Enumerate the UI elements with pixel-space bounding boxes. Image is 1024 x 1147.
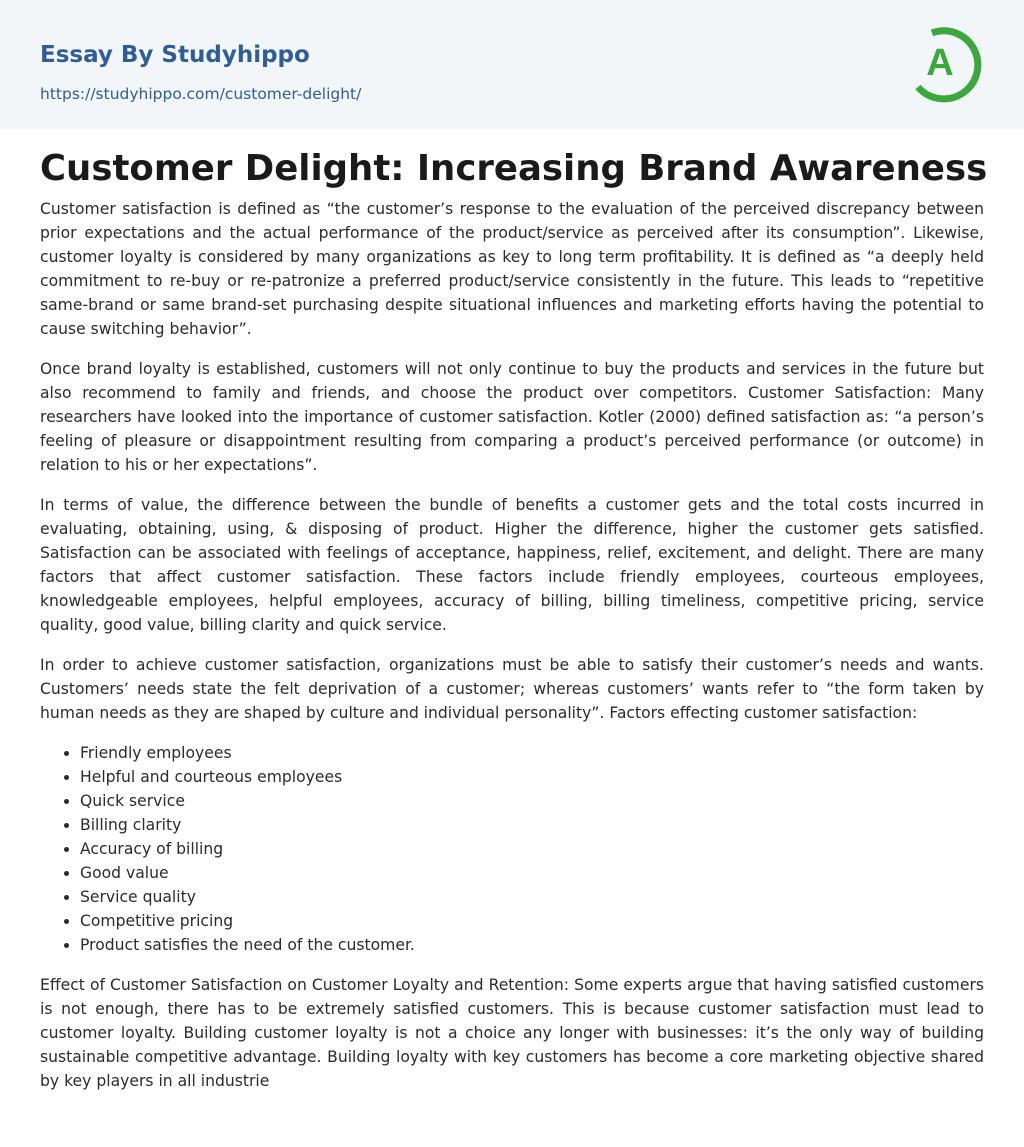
satisfaction-factors-list: [40, 741, 984, 957]
site-brand[interactable]: Essay By Studyhippo: [40, 42, 310, 68]
article-paragraph-1: Customer satisfaction is defined as “the customer’s response to the evaluation of the perceived discrepancy between prior expectations and the actual performance of the product/service as perceived after its consumption”. Likewise, customer loyalty is considered by many organizations as key to long term profitability. It is defined as “a deeply held commitment to re-buy or re-patronize a preferred product/service consistently in the future. This leads to “repetitive same-brand or same brand-set purchasing despite situational influences and marketing efforts having the potential to cause switching behavior”.: [40, 200, 984, 338]
article-title: Customer Delight: Increasing Brand Awareness: [40, 148, 988, 189]
article-paragraph-4: In order to achieve customer satisfaction, organizations must be able to satisfy their customer’s needs and wants. Customers’ needs state the felt deprivation of a customer; whereas customers’ wants refer to “the form taken by human needs as they are shaped by culture and individual personality”. Factors effecting customer satisfaction:: [40, 656, 984, 722]
studyhippo-logo-icon[interactable]: [912, 19, 986, 105]
list-item: • Friendly employees: [80, 741, 984, 765]
list-item: • Competitive pricing: [80, 909, 984, 933]
list-item: • Good value: [80, 861, 984, 885]
list-item: • Billing clarity: [80, 813, 984, 837]
page-url-link[interactable]: https://studyhippo.com/customer-delight/: [40, 85, 362, 103]
article-paragraph-2: Once brand loyalty is established, customers will not only continue to buy the products and services in the future but also recommend to family and friends, and choose the product over competitors. Customer Satisfaction: Many researchers have looked into the importance of customer satisfaction. Kotler (2000) defined satisfaction as: “a person’s feeling of pleasure or disappointment resulting from comparing a product’s perceived performance (or outcome) in relation to his or her expectations”.: [40, 360, 984, 474]
article: [0, 147, 1024, 1093]
list-item: • Quick service: [80, 789, 984, 813]
list-item: • Product satisfies the need of the customer.: [80, 933, 984, 957]
article-paragraph-5: Effect of Customer Satisfaction on Customer Loyalty and Retention: Some experts argue that having satisfied customers is not enough, there has to be extremely satisfied customers. This is because customer satisfaction must lead to customer loyalty. Building customer loyalty is not a choice any longer with businesses: it’s the only way of building sustainable competitive advantage. Building loyalty with key customers has become a core marketing objective shared by key players in all industrie: [40, 976, 984, 1090]
list-item: • Helpful and courteous employees: [80, 765, 984, 789]
list-item: • Accuracy of billing: [80, 837, 984, 861]
list-item: • Service quality: [80, 885, 984, 909]
logo-letter: A: [926, 42, 954, 84]
site-header: [0, 0, 1024, 129]
article-paragraph-3: In terms of value, the difference between the bundle of benefits a customer gets and the total costs incurred in evaluating, obtaining, using, & disposing of product. Higher the difference, higher the customer gets satisfied. Satisfaction can be associated with feelings of acceptance, happiness, relief, excitement, and delight. There are many factors that affect customer satisfaction. These factors include friendly employees, courteous employees, knowledgeable employees, helpful employees, accuracy of billing, billing timeliness, competitive pricing, service quality, good value, billing clarity and quick service.: [40, 496, 984, 634]
